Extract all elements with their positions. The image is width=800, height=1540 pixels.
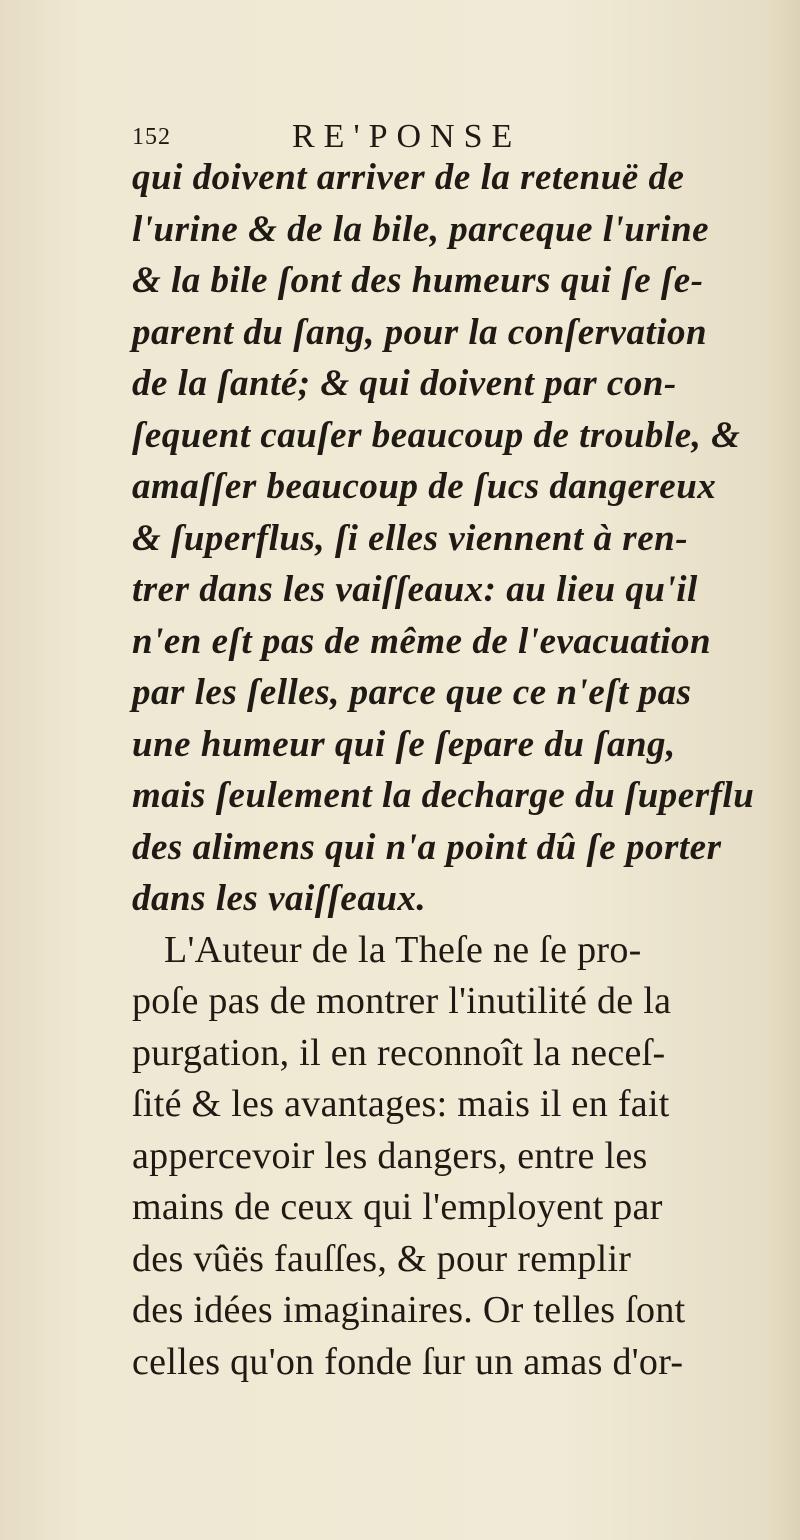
text-line: une humeur qui ſe ſepare du ſang,	[132, 723, 676, 765]
text-line: ſequent cauſer beaucoup de trouble, &	[132, 414, 741, 456]
running-head: RE'PONSE	[292, 118, 522, 155]
text-line: mains de ceux qui l'employent par	[132, 1186, 663, 1228]
page-edge-shadow	[768, 0, 800, 1540]
text-line: trer dans les vaiſſeaux: au lieu qu'il	[132, 569, 698, 610]
text-line: appercevoir les dangers, entre les	[132, 1134, 648, 1177]
text-line: amaſſer beaucoup de ſucs dangereux	[132, 466, 717, 507]
text-line: & la bile ſont des humeurs qui ſe ſe-	[132, 260, 704, 301]
text-line: & ſuperflus, ſi elles viennent à ren-	[132, 517, 689, 559]
text-line: des alimens qui n'a point dû ſe porter	[132, 826, 722, 868]
body-text	[132, 152, 772, 1388]
text-line: ſité & les avantages: mais il en fait	[132, 1083, 670, 1125]
text-line: parent du ſang, pour la conſervation	[132, 311, 708, 353]
text-line: purgation, il en reconnoît la neceſ-	[132, 1031, 666, 1074]
text-line: n'en eſt pas de même de l'evacuation	[132, 620, 712, 662]
paragraph-start-line: L'Auteur de la Theſe ne ſe pro-	[164, 928, 642, 971]
text-line: des vûës fauſſes, & pour remplir	[132, 1237, 632, 1280]
page-number: 152	[132, 124, 171, 150]
text-line: l'urine & de la bile, parceque l'urine	[132, 208, 710, 250]
text-line: celles qu'on fonde ſur un amas d'or-	[132, 1340, 684, 1383]
text-line: mais ſeulement la decharge du ſuperflu	[132, 775, 755, 816]
text-line: poſe pas de montrer l'inutilité de la	[132, 980, 672, 1022]
text-line: de la ſanté; & qui doivent par con-	[132, 363, 677, 404]
text-line: dans les vaiſſeaux.	[132, 878, 427, 919]
text-line: par les ſelles, parce que ce n'eſt pas	[132, 672, 692, 713]
text-line: qui doivent arriver de la retenuë de	[132, 157, 685, 198]
text-line: des idées imaginaires. Or telles ſont	[132, 1289, 686, 1331]
